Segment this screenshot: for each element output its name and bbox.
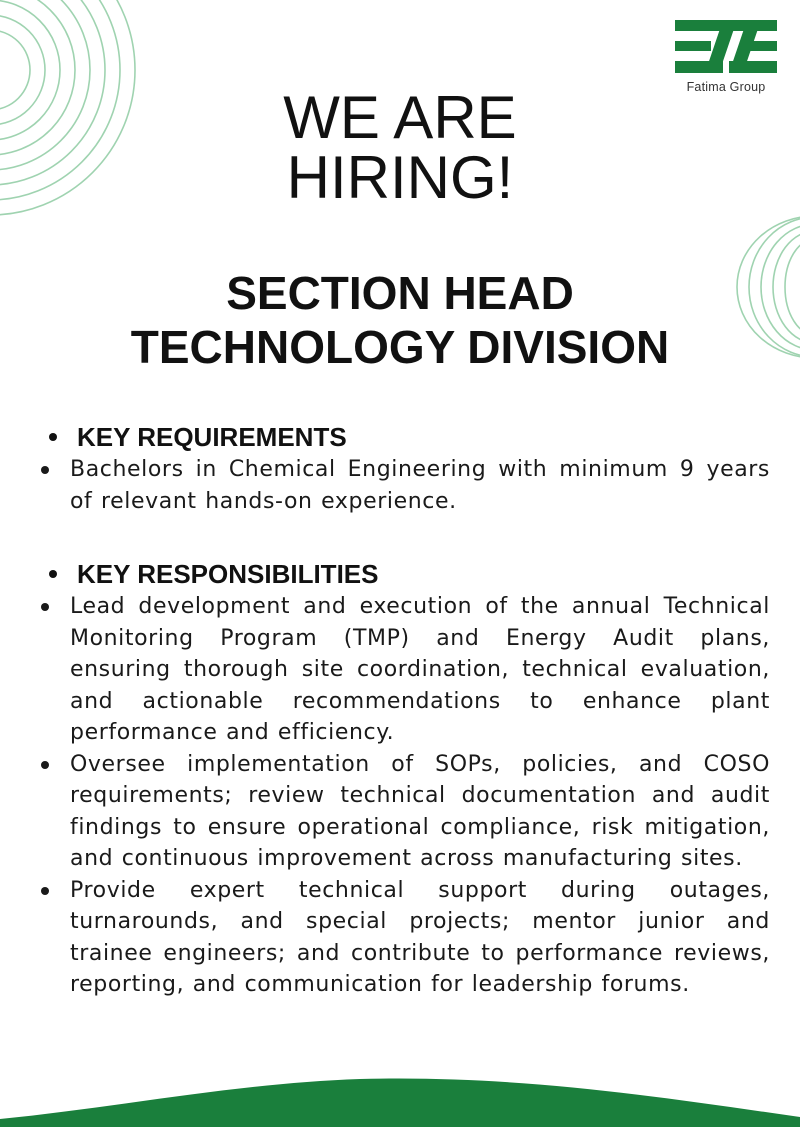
responsibilities-heading-text: KEY RESPONSIBILITIES [77, 559, 379, 589]
responsibility-item: Oversee implementation of SOPs, policies, and COSO requirements; review technical documentation and audit findings to ensure operational compliance, risk mitigation, and continuous improvement across manufacturing sites. [40, 749, 770, 875]
responsibilities-heading [49, 557, 770, 591]
responsibility-item: Provide expert technical support during outages, turnarounds, and special projects; mentor junior and trainee engineers; and contribute to performance reviews, reporting, and communication for leadership forums. [40, 875, 770, 1001]
responsibilities-list [40, 591, 770, 1001]
position-title [0, 266, 800, 374]
bullet-icon [49, 570, 57, 578]
job-details [40, 420, 770, 1001]
requirements-heading-text: KEY REQUIREMENTS [77, 422, 347, 452]
position-line-2: TECHNOLOGY DIVISION [130, 321, 670, 373]
requirements-list [40, 454, 770, 517]
headline-line-2: HIRING! [286, 144, 514, 211]
fatima-logo-icon [675, 20, 777, 74]
position-line-1: SECTION HEAD [226, 267, 574, 319]
logo-company-name: Fatima Group [686, 80, 766, 94]
headline-line-1: WE ARE [283, 84, 517, 151]
bottom-green-wave [0, 1067, 800, 1127]
fatima-group-logo [675, 20, 777, 94]
requirement-item: Bachelors in Chemical Engineering with minimum 9 years of relevant hands-on experience. [40, 454, 770, 517]
requirements-heading [49, 420, 770, 454]
responsibility-item: Lead development and execution of the annual Technical Monitoring Program (TMP) and Energy Audit plans, ensuring thorough site coordination, technical evaluation, and actionable recommendations to enhance plant performance and efficiency. [40, 591, 770, 749]
bullet-icon [49, 433, 57, 441]
